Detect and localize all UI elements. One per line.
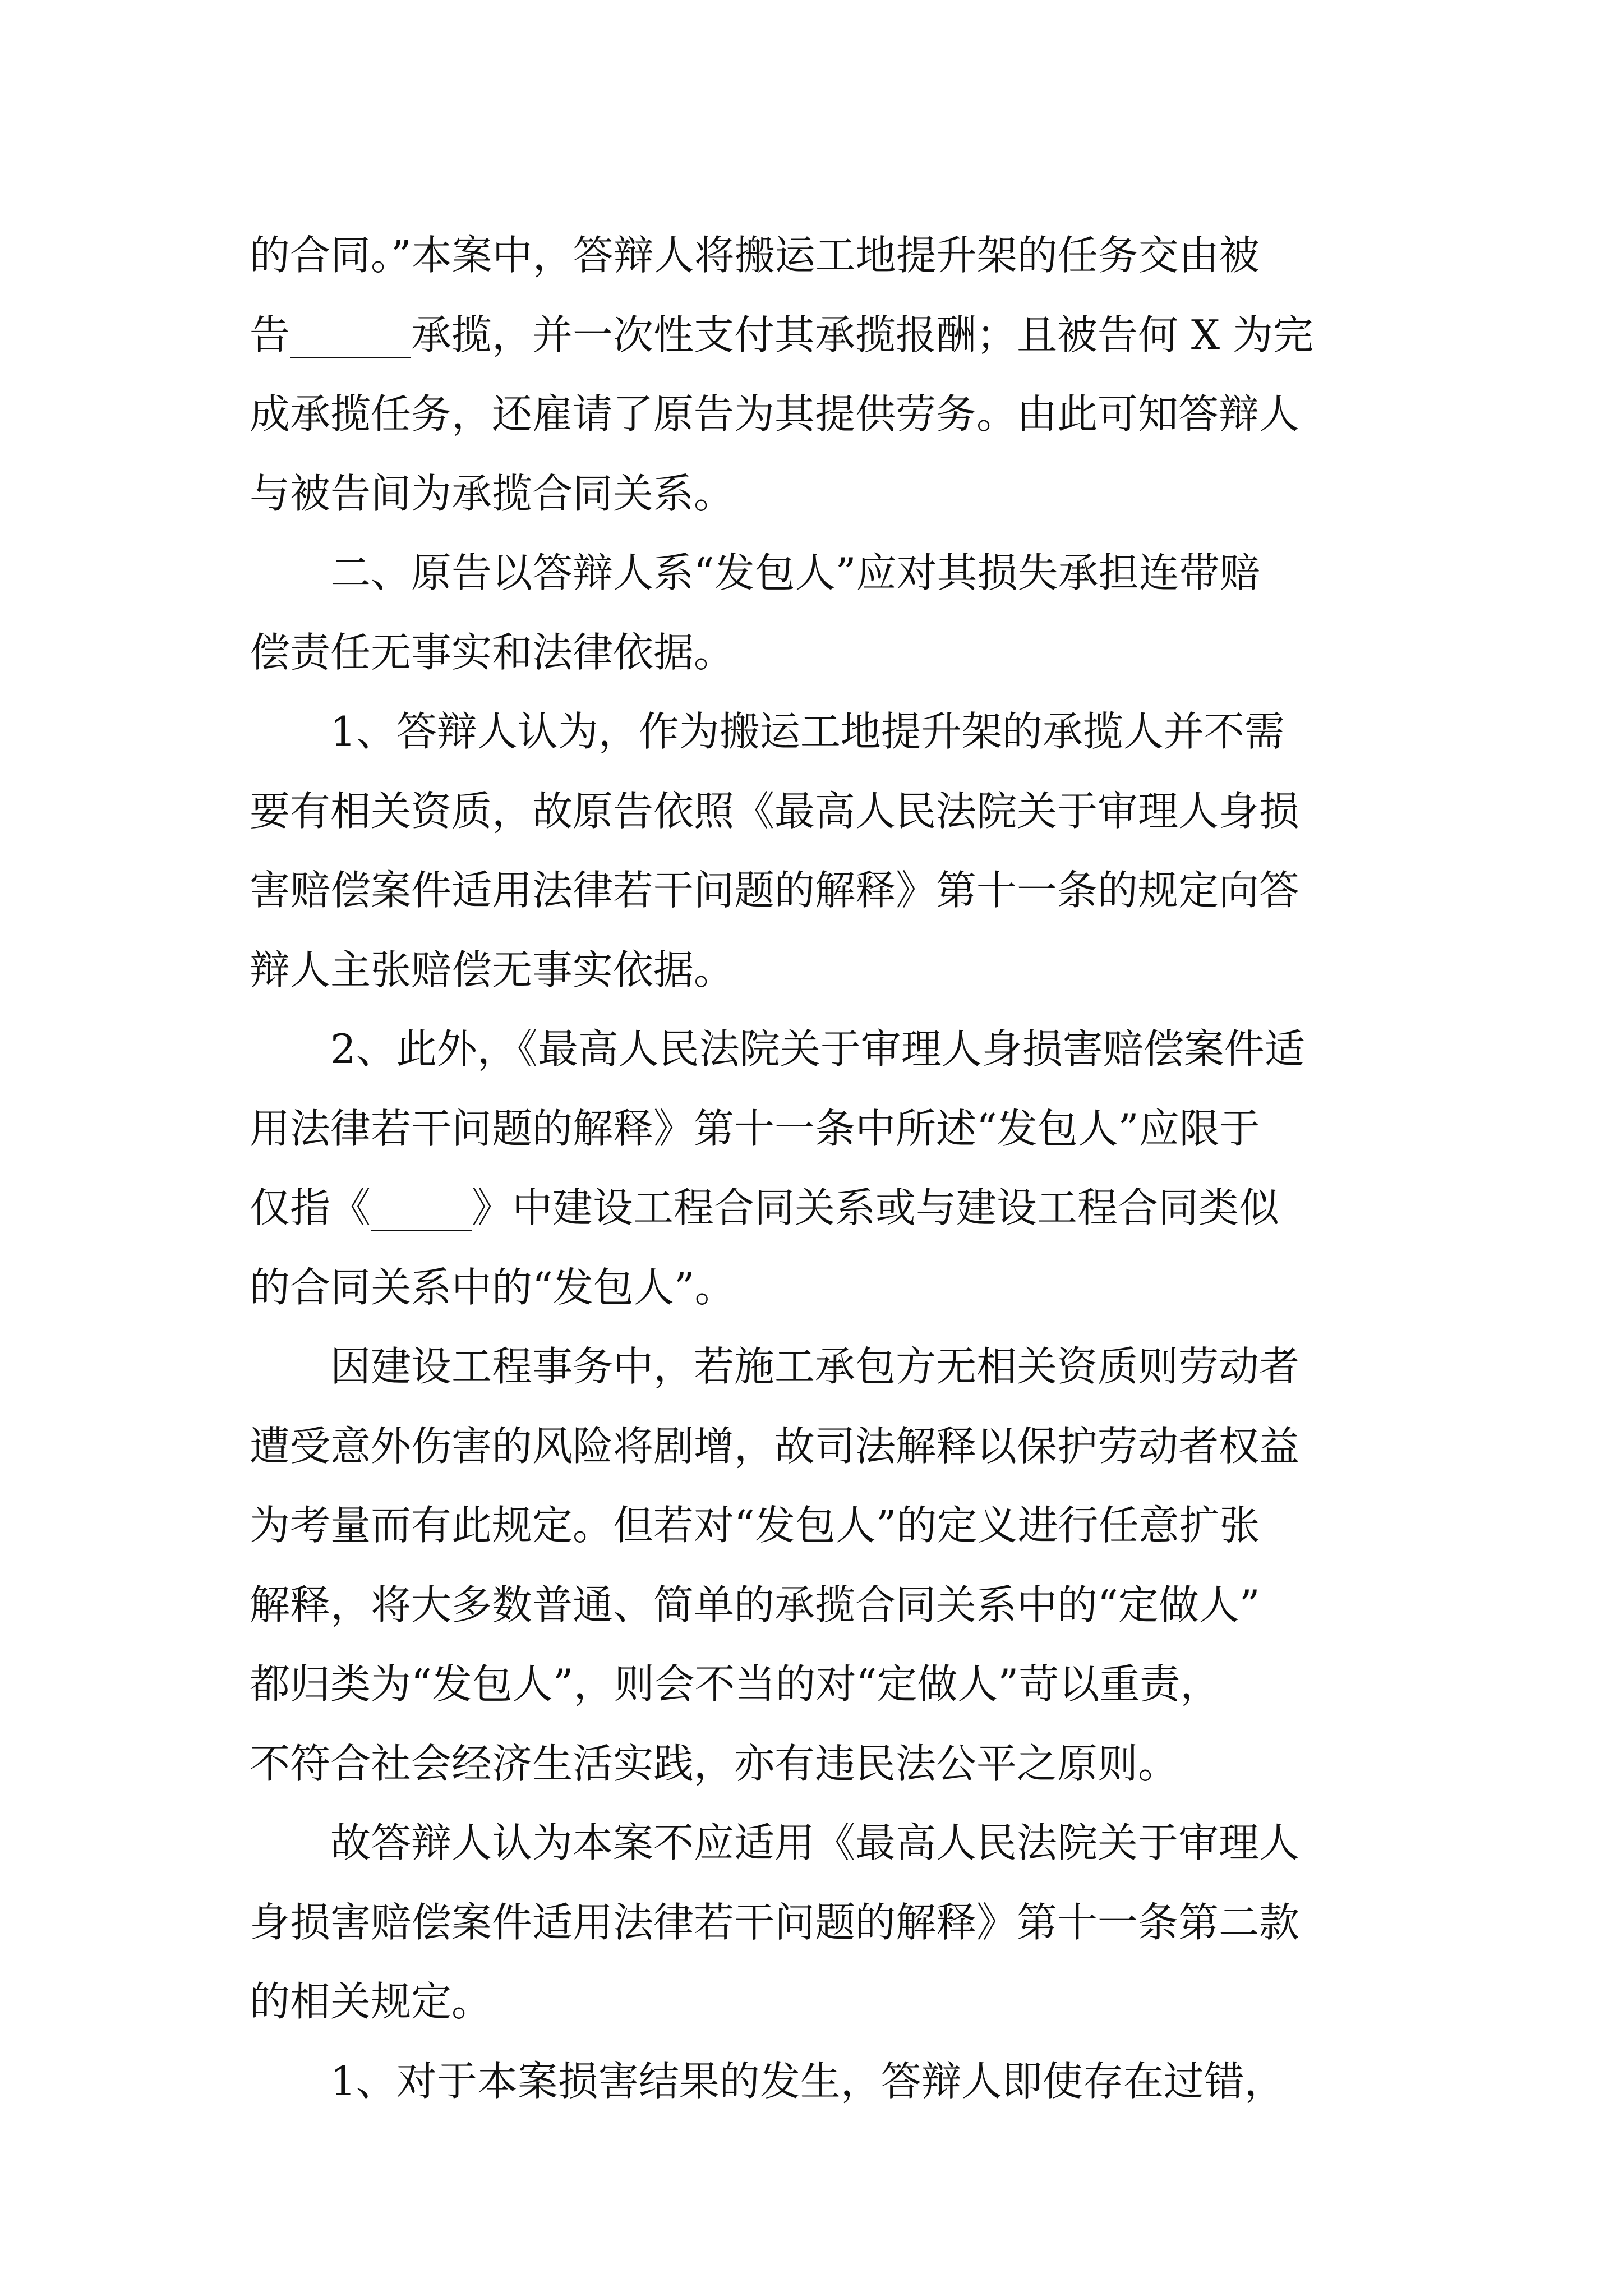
text-line: 不符合社会经济生活实践，亦有违民法公平之原则。 (250, 1740, 1179, 1787)
text-line: 害赔偿案件适用法律若干问题的解释》第十一条的规定向答 (250, 867, 1300, 914)
document-body (250, 216, 1388, 2121)
text-line: 的合同。”本案中，答辩人将搬运工地提升架的任务交由被 (250, 232, 1260, 279)
text-line: 1、对于本案损害结果的发生，答辩人即使存在过错， (330, 2057, 1285, 2105)
paragraph-7 (250, 2042, 1388, 2122)
text-line: 二、原告以答辩人系“发包人”应对其损失承担连带赔 (330, 549, 1260, 596)
text-line: 2、此外，《最高人民法院关于审理人身损害赔偿案件适 (330, 1025, 1305, 1073)
text-line: 身损害赔偿案件适用法律若干问题的解释》第十一条第二款 (250, 1898, 1300, 1946)
paragraph-3 (250, 692, 1388, 1010)
text-line: 要有相关资质，故原告依照《最高人民法院关于审理人身损 (250, 787, 1300, 835)
text-line: 成承揽任务，还雇请了原告为其提供劳务。由此可知答辩人 (250, 390, 1300, 438)
text-line: 辩人主张赔偿无事实依据。 (250, 946, 735, 993)
paragraph-2 (250, 533, 1388, 692)
text-line: 仅指《_____》中建设工程合同关系或与建设工程合同类似 (250, 1184, 1280, 1231)
text-line: 解释，将大多数普通、简单的承揽合同关系中的“定做人” (250, 1581, 1260, 1628)
text-line: 用法律若干问题的解释》第十一条中所述“发包人”应限于 (250, 1105, 1260, 1152)
text-line: 与被告间为承揽合同关系。 (250, 470, 735, 517)
text-line: 的相关规定。 (250, 1978, 492, 2025)
text-line: 的合同关系中的“发包人”。 (250, 1263, 735, 1311)
text-line: 遭受意外伤害的风险将剧增，故司法解释以保护劳动者权益 (250, 1422, 1300, 1470)
text-line: 因建设工程事务中，若施工承包方无相关资质则劳动者 (330, 1343, 1300, 1390)
text-line: 1、答辩人认为，作为搬运工地提升架的承揽人并不需 (330, 708, 1285, 755)
text-line: 偿责任无事实和法律依据。 (250, 628, 735, 676)
text-line: 故答辩人认为本案不应适用《最高人民法院关于审理人 (330, 1819, 1300, 1866)
text-line: 都归类为“发包人”，则会不当的对“定做人”苛以重责， (250, 1660, 1221, 1708)
text-line: 为考量而有此规定。但若对“发包人”的定义进行任意扩张 (250, 1502, 1260, 1549)
paragraph-5 (250, 1327, 1388, 1803)
text-line: 告______承揽，并一次性支付其承揽报酬；且被告何 X 为完 (250, 311, 1314, 358)
paragraph-6 (250, 1803, 1388, 2042)
paragraph-4 (250, 1010, 1388, 1327)
paragraph-1 (250, 216, 1388, 533)
